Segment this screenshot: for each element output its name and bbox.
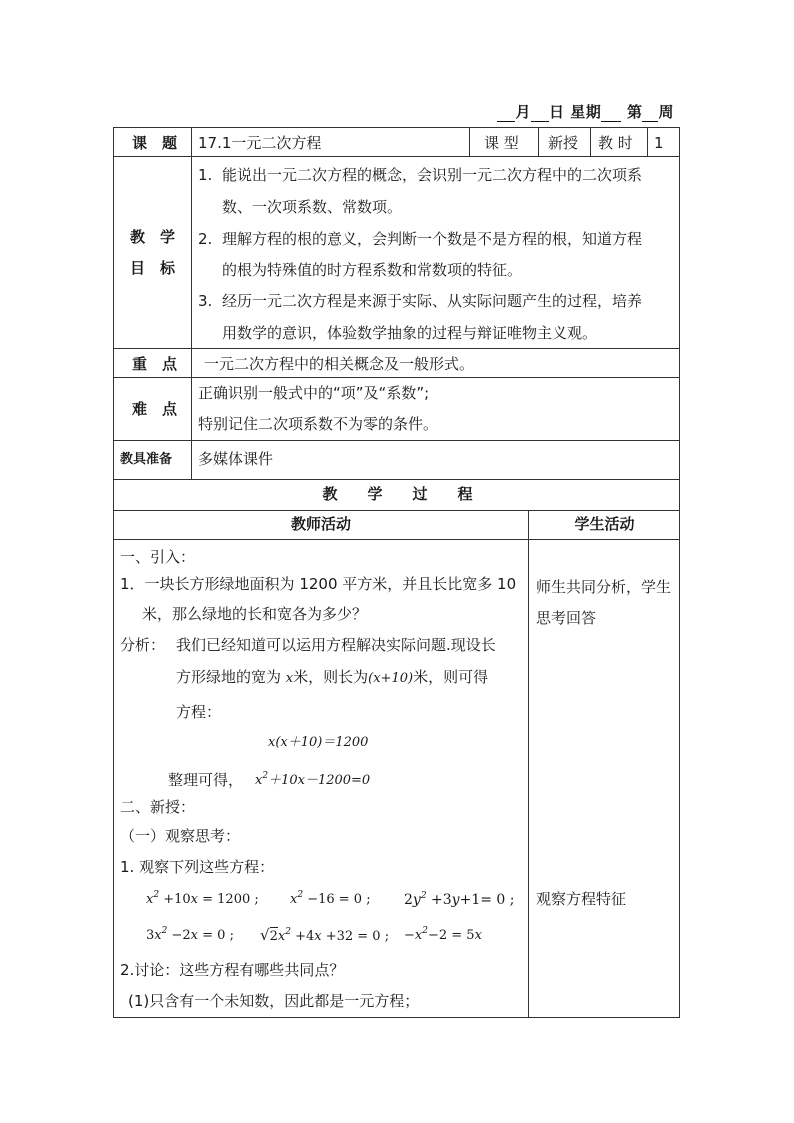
- type-label: 课 型: [484, 134, 519, 152]
- objective-text: 用数学的意识，体验数学抽象的过程与辩证唯物主义观。: [222, 324, 598, 342]
- column-divider: [647, 128, 648, 156]
- objective-number: 1.: [198, 166, 213, 184]
- objective-text: 理解方程的根的意义，会判断一个数是不是方程的根，知道方程: [222, 230, 643, 248]
- objectives-label-2: 目 标: [130, 259, 176, 277]
- equation: x(x＋10)＝1200: [268, 735, 369, 750]
- topic-label: 课 题: [132, 134, 178, 152]
- date-header: [497, 101, 674, 122]
- equation: $√2x^2 +4x +32 = 0$ ;: [260, 926, 390, 944]
- difficulty-text: 特别记住二次项系数不为零的条件。: [198, 415, 439, 433]
- row-divider: [114, 348, 679, 349]
- key-point-text: 一元二次方程中的相关概念及一般形式。: [204, 355, 475, 373]
- objective-text: 经历一元二次方程是来源于实际、从实际问题产生的过程，培养: [222, 292, 643, 310]
- analysis-text-part: 米，则可得: [413, 668, 489, 686]
- simplified-equation: $x^2+10x-1200=0$: [255, 771, 371, 788]
- equation: $-x^2-2 = 5x$: [404, 926, 482, 943]
- objective-text: 能说出一元二次方程的概念，会识别一元二次方程中的二次项系: [222, 166, 643, 184]
- column-divider: [528, 510, 529, 1018]
- key-point-label: 重 点: [132, 355, 178, 373]
- month-label: 月: [515, 103, 531, 121]
- question-text: 米，那么绿地的长和宽各为多少？: [142, 605, 368, 623]
- column-divider: [590, 128, 591, 156]
- analysis-text: 方程：: [176, 703, 222, 721]
- process-title: 教 学 过 程: [322, 485, 473, 503]
- analysis-text-part: 米，则长为: [293, 668, 369, 686]
- equation: $x^2 +10x = 1200$ ;: [146, 890, 259, 907]
- analysis-text-part: 方形绿地的宽为: [176, 668, 282, 686]
- row-divider: [114, 539, 679, 540]
- student-activity-text: 思考回答: [536, 609, 597, 627]
- week-suffix: 周: [658, 103, 674, 121]
- tools-label: 教具准备: [120, 452, 173, 467]
- hours-label: 教 时: [598, 134, 633, 152]
- student-activity-header: 学生活动: [574, 515, 635, 533]
- row-divider: [114, 156, 679, 157]
- topic-value: 17.1一元二次方程: [198, 134, 322, 152]
- math-variable: x: [285, 671, 294, 686]
- difficulty-text: 正确识别一般式中的“项”及“系数”;: [198, 384, 430, 402]
- lesson-plan-table: [113, 127, 680, 1018]
- analysis-text: [176, 668, 488, 687]
- equation: $x^2 -16 = 0$ ;: [290, 890, 371, 907]
- objective-text: 的根为特殊值的时方程系数和常数项的特征。: [222, 261, 523, 279]
- question-text: 1．一块长方形绿地面积为 1200 平方米，并且长比宽多 10: [120, 575, 517, 593]
- row-divider: [114, 479, 679, 480]
- column-divider: [191, 128, 192, 479]
- discussion-point: (1)只含有一个未知数，因此都是一元方程；: [128, 992, 420, 1010]
- new-heading: 二、新授：: [120, 798, 196, 816]
- difficulty-label: 难 点: [132, 400, 178, 418]
- student-activity-text: 观察方程特征: [536, 890, 627, 908]
- teacher-activity-header: 教师活动: [290, 515, 351, 533]
- equation: $3x^2 -2x = 0$ ;: [146, 926, 234, 943]
- student-activity-text: 师生共同分析，学生: [536, 578, 672, 596]
- intro-heading: 一、引入：: [120, 548, 196, 566]
- analysis-text: 我们已经知道可以运用方程解决实际问题.现设长: [176, 636, 496, 654]
- column-divider: [538, 128, 539, 156]
- equation: $2y^2 +3y+1= 0$ ;: [404, 891, 515, 908]
- tools-text: 多媒体课件: [198, 450, 274, 468]
- type-value: 新授: [548, 134, 579, 152]
- objective-text: 数、一次项系数、常数项。: [222, 198, 403, 216]
- objective-number: 3.: [198, 292, 213, 310]
- row-divider: [114, 377, 679, 378]
- discussion-text: 2.讨论：这些方程有哪些共同点？: [120, 961, 345, 979]
- week-prefix: 第: [626, 103, 643, 121]
- row-divider: [114, 510, 679, 511]
- observe-heading: （一）观察思考：: [120, 827, 241, 845]
- math-expression: (x+10): [368, 671, 414, 686]
- day-label: 日: [548, 103, 565, 121]
- objective-number: 2.: [198, 230, 213, 248]
- row-divider: [114, 440, 679, 441]
- weekday-label: 星期: [570, 103, 602, 121]
- hours-value: 1: [654, 134, 664, 152]
- observe-item: 1. 观察下列这些方程：: [120, 858, 275, 876]
- analysis-label: 分析：: [120, 636, 166, 654]
- simplify-label: 整理可得，: [168, 771, 244, 789]
- objectives-label-1: 教 学: [130, 228, 176, 246]
- column-divider: [469, 128, 470, 156]
